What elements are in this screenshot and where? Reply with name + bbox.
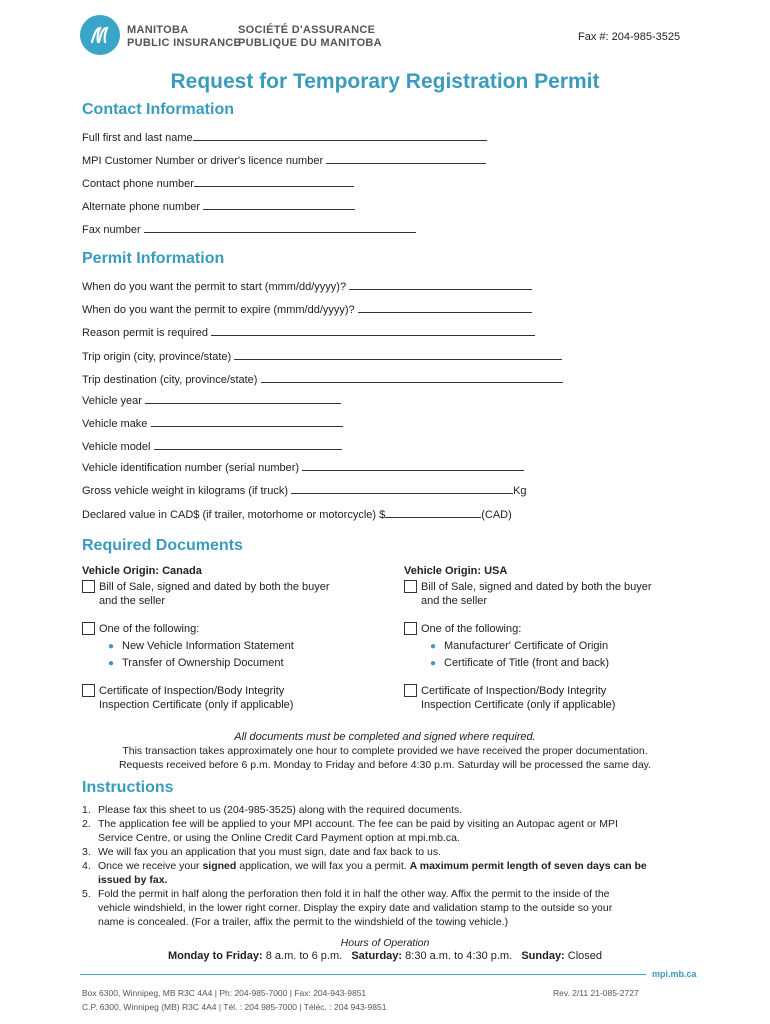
checkbox[interactable] — [404, 580, 417, 593]
field-alternate-phone[interactable]: Alternate phone number — [82, 199, 355, 213]
field-vin[interactable]: Vehicle identification number (serial number) — [82, 460, 524, 474]
hours-line: Monday to Friday: 8 a.m. to 6 p.m. Saturday: 8:30 a.m. to 4:30 p.m. Sunday: Closed — [167, 950, 603, 962]
hours-title: Hours of Operation — [340, 937, 430, 949]
field-fax-number[interactable]: Fax number — [82, 222, 416, 236]
instruction-item: name is concealed. (For a trailer, affix the permit to the windshield of the towing vehicle.) — [98, 916, 509, 928]
instruction-item: 2. The application fee will be applied to your MPI account. The fee can be paid by visiting an Autopac agent or MPI — [82, 818, 618, 830]
page-title: Request for Temporary Registration Permit — [170, 70, 600, 93]
mpi-logo-icon — [80, 15, 120, 55]
field-contact-phone[interactable]: Contact phone number — [82, 176, 354, 190]
instruction-item: vehicle windshield, in the lower right corner. Display the expiry date and validation stamp to the outside so your — [98, 902, 613, 914]
usa-sub1: ● Manufacturer' Certificate of Origin — [429, 640, 609, 652]
footer-address-fr: C.P. 6300, Winnipeg (MB) R3C 4A4 | Tél. : 204 985-7000 | Téléc. : 204 943-9851 — [82, 1002, 387, 1012]
logo-text-en: MANITOBA PUBLIC INSURANCE — [127, 24, 242, 49]
usa-certificate[interactable]: Certificate of Inspection/Body Integrity Inspection Certificate (only if applicable) — [404, 684, 615, 712]
instructions-heading: Instructions — [82, 779, 174, 796]
footer-divider — [80, 974, 646, 975]
canada-sub2: ● Transfer of Ownership Document — [107, 657, 284, 669]
usa-title: Vehicle Origin: USA — [404, 565, 508, 577]
field-vehicle-make[interactable]: Vehicle make — [82, 416, 343, 430]
header-fax: Fax #: 204-985-3525 — [578, 31, 681, 43]
docs-note-2: Requests received before 6 p.m. Monday to Friday and before 4:30 p.m. Saturday will be processed the same day. — [118, 759, 652, 771]
field-vehicle-year[interactable]: Vehicle year — [82, 393, 341, 407]
field-declared-value[interactable]: Declared value in CAD$ (if trailer, motorhome or motorcycle) $ (CAD) — [82, 509, 512, 521]
canada-certificate[interactable]: Certificate of Inspection/Body Integrity Inspection Certificate (only if applicable) — [82, 684, 293, 712]
permit-heading: Permit Information — [82, 250, 225, 267]
checkbox[interactable] — [82, 684, 95, 697]
logo-text-fr: SOCIÉTÉ D'ASSURANCE PUBLIQUE DU MANITOBA — [238, 24, 382, 49]
checkbox[interactable] — [404, 622, 417, 635]
checkbox[interactable] — [404, 684, 417, 697]
canada-sub1: ● New Vehicle Information Statement — [107, 640, 294, 652]
usa-one-of-following[interactable]: One of the following: — [404, 622, 521, 636]
canada-bill-of-sale[interactable]: Bill of Sale, signed and dated by both the buyer and the seller — [82, 580, 330, 608]
field-gross-weight[interactable]: Gross vehicle weight in kilograms (if truck) Kg — [82, 485, 527, 497]
instruction-item: issued by fax. — [98, 874, 168, 886]
field-permit-start[interactable]: When do you want the permit to start (mmm/dd/yyyy)? — [82, 279, 532, 293]
field-full-name[interactable]: Full first and last name — [82, 130, 487, 144]
usa-sub2: ● Certificate of Title (front and back) — [429, 657, 610, 669]
instruction-item: 3. We will fax you an application that you must sign, date and fax back to us. — [82, 846, 441, 858]
docs-note-italic: All documents must be completed and signed where required. — [234, 731, 536, 743]
docs-note-1: This transaction takes approximately one hour to complete provided we have received the proper documentation. — [122, 745, 648, 757]
footer-url[interactable]: mpi.mb.ca — [652, 969, 697, 979]
checkbox[interactable] — [82, 622, 95, 635]
field-trip-origin[interactable]: Trip origin (city, province/state) — [82, 349, 562, 363]
checkbox[interactable] — [82, 580, 95, 593]
instructions-list — [82, 803, 702, 929]
instruction-item: 4. Once we receive your signed application, we will fax you a permit. A maximum permit length of seven days can be — [82, 860, 647, 872]
required-docs-heading: Required Documents — [82, 537, 243, 554]
footer-address-en: Box 6300, Winnipeg, MB R3C 4A4 | Ph: 204-985-7000 | Fax: 204-943-9851 — [82, 988, 367, 998]
field-reason[interactable]: Reason permit is required — [82, 325, 535, 339]
field-permit-expire[interactable]: When do you want the permit to expire (mmm/dd/yyyy)? — [82, 302, 532, 316]
field-trip-destination[interactable]: Trip destination (city, province/state) — [82, 372, 563, 386]
usa-bill-of-sale[interactable]: Bill of Sale, signed and dated by both the buyer and the seller — [404, 580, 652, 608]
canada-one-of-following[interactable]: One of the following: — [82, 622, 199, 636]
contact-heading: Contact Information — [82, 101, 234, 118]
field-vehicle-model[interactable]: Vehicle model — [82, 439, 342, 453]
instruction-item: Service Centre, or using the Online Credit Card Payment option at mpi.mb.ca. — [98, 832, 460, 844]
instruction-item: 1. Please fax this sheet to us (204-985-3525) along with the required documents. — [82, 804, 463, 816]
canada-title: Vehicle Origin: Canada — [82, 565, 202, 577]
instruction-item: 5. Fold the permit in half along the perforation then fold it in half the other way. Affix the permit to the inside of the — [82, 888, 610, 900]
footer-revision: Rev. 2/11 21-085-2727 — [553, 988, 639, 998]
field-customer-number[interactable]: MPI Customer Number or driver's licence number — [82, 153, 486, 167]
